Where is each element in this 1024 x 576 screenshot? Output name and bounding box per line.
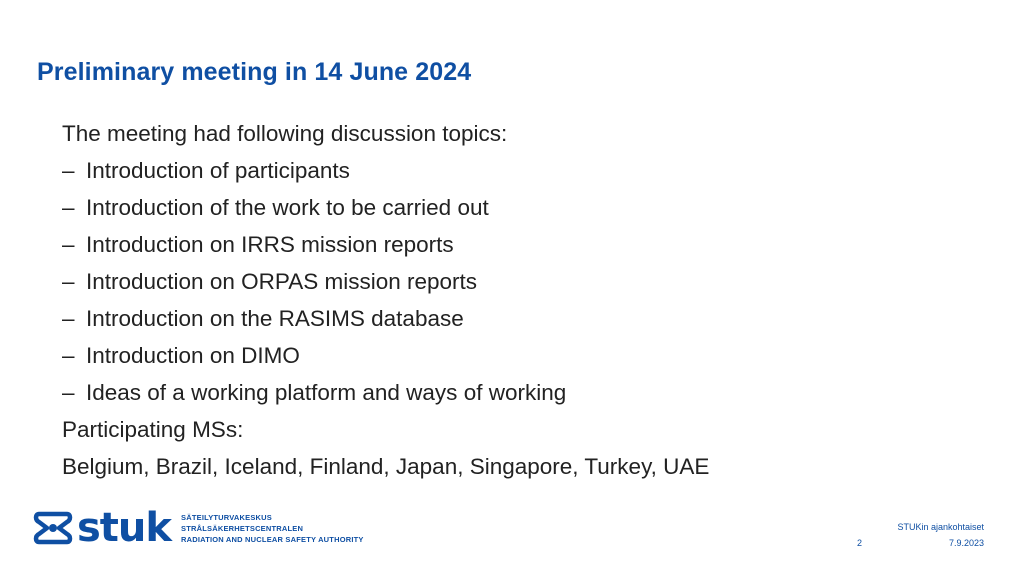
stuk-logo [33, 505, 364, 551]
dash-bullet: – [62, 232, 75, 257]
topic-item [62, 263, 962, 300]
topic-item [62, 189, 962, 226]
topic-text: Introduction of the work to be carried out [86, 195, 489, 220]
dash-bullet: – [62, 269, 75, 294]
stuk-emblem-icon [33, 508, 73, 548]
topic-item [62, 374, 962, 411]
topic-text: Ideas of a working platform and ways of working [86, 380, 567, 405]
topic-text: Introduction on ORPAS mission reports [86, 269, 478, 294]
dash-bullet: – [62, 158, 75, 183]
slide-content [62, 115, 962, 485]
slide-title: Preliminary meeting in 14 June 2024 [37, 58, 472, 86]
dash-bullet: – [62, 380, 75, 405]
logo-subtitle [181, 512, 364, 545]
logo-line: SÄTEILYTURVAKESKUS [181, 512, 272, 522]
page-number: 2 [857, 538, 863, 548]
logo-line: RADIATION AND NUCLEAR SAFETY AUTHORITY [181, 534, 364, 544]
logo-wordmark: stuk [77, 505, 172, 551]
participants-heading: Participating MSs: [62, 417, 244, 442]
footer-label: STUKin ajankohtaiset [897, 522, 984, 532]
topic-text: Introduction on the RASIMS database [86, 306, 464, 331]
topic-item [62, 300, 962, 337]
topic-text: Introduction of participants [86, 158, 350, 183]
footer-date: 7.9.2023 [948, 538, 984, 548]
logo-line: STRÅLSÄKERHETSCENTRALEN [181, 523, 304, 533]
participants-list: Belgium, Brazil, Iceland, Finland, Japan, Singapore, Turkey, UAE [62, 454, 710, 479]
topic-text: Introduction on DIMO [86, 343, 300, 368]
topic-item [62, 226, 962, 263]
intro-text: The meeting had following discussion topics: [62, 121, 508, 146]
dash-bullet: – [62, 306, 75, 331]
dash-bullet: – [62, 343, 75, 368]
topic-text: Introduction on IRRS mission reports [86, 232, 454, 257]
topic-item [62, 337, 962, 374]
topic-item [62, 152, 962, 189]
dash-bullet: – [62, 195, 75, 220]
